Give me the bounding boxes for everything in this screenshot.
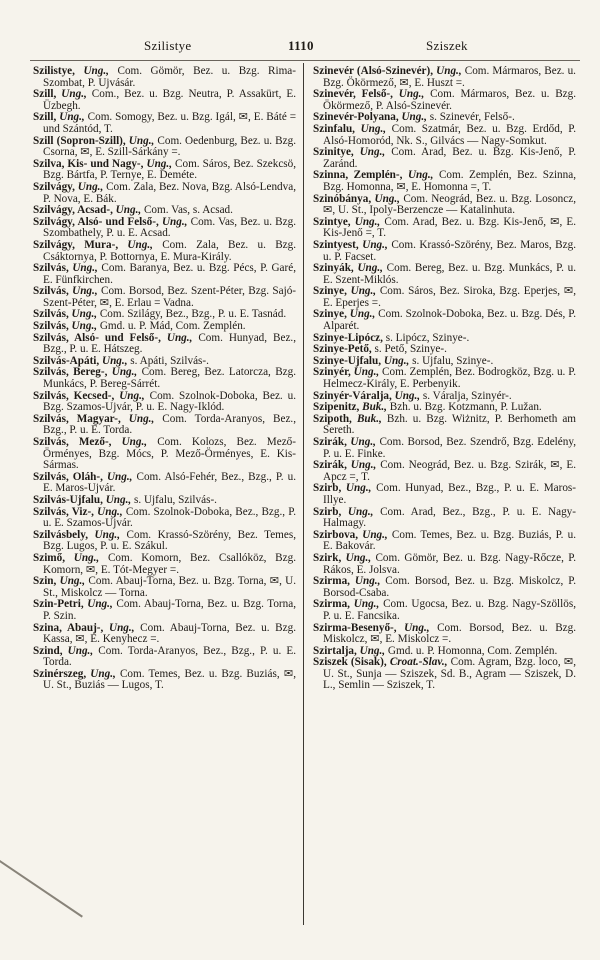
entry-country: Ung., <box>71 320 98 333</box>
entry-details: Com. Arad, Bez. u. Bzg. Kis-Jenő, P. Zaránd. <box>323 146 577 170</box>
entry-country: Ung., <box>146 157 172 170</box>
gazetteer-entry <box>313 483 576 506</box>
entry-headword: Szirtalja, <box>313 644 357 657</box>
entry-details: Com. Temes, Bez. u. Bzg. Buziás, P. u. E. Bakovár. <box>323 528 577 553</box>
entry-details: Com. Szolnok-Doboka, Bez., Bzg., P. u. E. Szamos-Ujvár. <box>43 505 297 530</box>
entry-headword: Szin-Petri, <box>33 598 84 611</box>
entry-details: Com. Bereg, Bez. Latorcza, Bzg. Munkács, P. Bereg-Sárrét. <box>43 366 297 391</box>
entry-details: s. Apáti, Szilvás-. <box>130 354 209 367</box>
gazetteer-entry <box>313 623 576 646</box>
entry-details: Com. Zala, Bez. Nova, Bzg. Alsó-Lendva, P. Nova, E. Bák. <box>43 180 296 205</box>
entry-country: Buk., <box>356 412 382 425</box>
entry-country: Ung., <box>345 551 372 564</box>
entry-details: Bzh. u. Bzg. Wiżnitz, P. Berhometh am Sereth. <box>323 412 577 437</box>
header-rule <box>30 60 580 61</box>
entry-headword: Szinyér, <box>313 366 351 379</box>
entry-country: Ung., <box>350 285 377 298</box>
gazetteer-entry <box>313 217 576 240</box>
entry-country: Croat.-Slav., <box>389 656 448 669</box>
entry-country: Ung., <box>71 308 98 321</box>
page-number: 1110 <box>288 38 314 53</box>
entry-details: Com. Bereg, Bez. u. Bzg. Munkács, P. u. E. Szent-Miklós. <box>323 262 576 286</box>
running-head-first-entry: Szilistye <box>144 38 192 53</box>
entry-country: Ung., <box>398 88 425 101</box>
entry-country: Ung., <box>119 389 145 402</box>
gazetteer-entry <box>313 507 576 530</box>
entry-details: Com. Sáros, Bez. Siroka, Bzg. Eperjes, ✉, E. Eperjes =. <box>323 285 576 309</box>
entry-details: s. Pető, Szinye-. <box>374 343 447 356</box>
entry-headword: Szilvágy, <box>33 180 75 193</box>
gazetteer-entry <box>33 112 296 135</box>
gazetteer-entry <box>33 553 296 576</box>
entry-headword: Szimő, <box>33 551 66 564</box>
entry-country: Ung., <box>436 65 462 77</box>
entry-details: Com. Komorn, Bez. Csallóköz, Bzg. Komorn, ✉, E. Tót-Megyer =. <box>43 551 296 576</box>
entry-country: Ung., <box>407 169 434 182</box>
entry-headword: Szinna, Zemplén-, <box>313 169 403 182</box>
entry-country: Ung., <box>362 238 388 251</box>
gazetteer-entry <box>313 576 576 599</box>
entry-country: Ung., <box>166 331 193 344</box>
entry-country: Ung., <box>347 505 374 518</box>
entry-details: Com. Mármaros, Bez. u. Bzg. Ökörmező, ✉, E. Huszt =. <box>323 65 576 89</box>
entry-details: Com. Hunyad, Bez., Bzg., P. u. E. Maros-Illye. <box>323 482 577 506</box>
entry-details: Com. Vas, s. Acsad. <box>143 204 233 217</box>
gazetteer-entry <box>313 147 576 170</box>
entry-country: Ung., <box>127 238 153 251</box>
entry-headword: Szilva, Kis- und Nagy-, <box>33 157 144 170</box>
entry-country: Ung., <box>128 134 155 147</box>
entry-headword: Szill, <box>33 111 57 124</box>
entry-country: Ung., <box>72 262 98 275</box>
running-head <box>34 38 572 58</box>
entry-country: Ung., <box>121 436 148 448</box>
entry-headword: Szilvágy, Mura-, <box>33 238 119 251</box>
entry-headword: Szinevér-Polyana, <box>313 111 399 124</box>
entry-headword: Szilvás, <box>33 262 69 275</box>
entry-details: Com. Temes, Bez. u. Bzg. Buziás, ✉, U. St., Buziás — Lugos, T. <box>43 667 296 692</box>
entry-country: Ung., <box>357 262 383 275</box>
gazetteer-entry <box>313 367 576 390</box>
gazetteer-entry <box>313 89 576 112</box>
gazetteer-entry <box>33 367 296 390</box>
entry-details: Com. Abauj-Torna, Bez. u. Bzg. Torna, ✉, U. St., Miskolcz — Torna. <box>43 575 297 599</box>
gazetteer-entry <box>33 333 296 356</box>
entry-headword: Szilvágy, Acsad-, <box>33 204 113 217</box>
entry-headword: Szina, Abauj-, <box>33 621 104 634</box>
entry-country: Ung., <box>349 308 376 321</box>
entry-headword: Szilvás, Magyar-, <box>33 412 121 425</box>
entry-country: Ung., <box>109 621 135 634</box>
entry-details: Com. Abauj-Torna, Bez. u. Bzg. Torna, P. Szin. <box>43 598 297 622</box>
gazetteer-entry <box>313 263 576 286</box>
entry-details: s. Szinevér, Felső-. <box>429 111 515 124</box>
entry-details: s. Ujfalu, Szilvás-. <box>134 493 217 506</box>
entry-country: Ung., <box>105 493 132 506</box>
page-edge-line <box>0 860 83 918</box>
gazetteer-entry <box>33 599 296 622</box>
entry-country: Ung., <box>73 551 100 564</box>
entry-details: Com. Zemplén, Bez. Szinna, Bzg. Homonna, ✉, E. Homonna =, T. <box>323 169 577 193</box>
entry-headword: Szirma-Besenyő-, <box>313 621 397 634</box>
entry-details: Com. Krassó-Szörény, Bez. Temes, Bzg. Lugos, P. u. E. Szákul. <box>43 528 296 553</box>
gazetteer-entry <box>33 136 296 159</box>
gazetteer-entry <box>33 391 296 414</box>
entry-headword: Szilvás, Alsó- und Felső-, <box>33 331 161 344</box>
entry-country: Ung., <box>345 482 372 495</box>
entry-details: Com. Abauj-Torna, Bez. u. Bzg. Kassa, ✉, E. Kenyhecz =. <box>43 621 296 646</box>
entry-country: Ung., <box>350 436 376 448</box>
entry-country: Ung., <box>94 528 121 541</box>
entry-details: Com. Zala, Bez. u. Bzg. Csáktornya, P. Bottornya, E. Mura-Király. <box>43 238 297 263</box>
entry-headword: Szill (Sopron-Szill), <box>33 134 126 147</box>
entry-headword: Szilvás, <box>33 308 69 321</box>
entry-details: Com. Szolnok-Doboka, Bez. u. Bzg. Dés, P. Alparét. <box>323 308 577 333</box>
entry-details: Com. Arad, Bez. u. Bzg. Kis-Jenő, ✉, E. Kis-Jenő =, T. <box>323 215 577 240</box>
entry-country: Ung., <box>354 575 381 588</box>
entry-country: Ung., <box>97 505 123 518</box>
entry-headword: Szinitye, <box>313 146 354 159</box>
entry-country: Ung., <box>90 667 116 680</box>
entry-details: Bzh. u. Bzg. Kotzmann, P. Lužan. <box>389 401 542 414</box>
gazetteer-entry <box>33 472 296 495</box>
entry-headword: Szirb, <box>313 482 342 495</box>
entry-details: Com. Krassó-Szörény, Bez. Maros, Bzg. u. P. Facset. <box>323 238 577 263</box>
entry-details: Com. Oedenburg, Bez. u. Bzg. Csorna, ✉, E. Szill-Sárkány =. <box>43 134 296 159</box>
entry-details: Com. Vas, Bez. u. Bzg. Szombathely, P. u. E. Acsad. <box>43 215 296 240</box>
entry-country: Ung., <box>61 88 87 101</box>
entry-headword: Szinye, <box>313 308 347 321</box>
entry-country: Ung., <box>128 412 155 425</box>
entry-headword: Szinyák, <box>313 262 354 275</box>
entry-country: Ung., <box>77 180 104 193</box>
entry-country: Ung., <box>102 354 128 367</box>
gazetteer-entry <box>313 599 576 622</box>
gazetteer-entry <box>33 414 296 437</box>
entry-details: Com. Somogy, Bez. u. Bzg. Igál, ✉, E. Báté = und Szántód, T. <box>43 111 297 135</box>
entry-country: Ung., <box>106 470 133 483</box>
entry-country: Ung., <box>360 122 387 135</box>
entry-details: Com. Borsod, Bez. u. Bzg. Miskolcz, ✉, E. Miskolcz =. <box>323 621 577 646</box>
entry-headword: Szirma, <box>313 598 350 611</box>
entry-headword: Szilvás, Mező-, <box>33 436 112 448</box>
entry-details: Com. Szatmár, Bez. u. Bzg. Erdőd, P. Alsó-Homoród, Nk. S., Gilvács — Nagy-Somkut. <box>323 122 577 147</box>
entry-headword: Szinye, <box>313 285 347 298</box>
entry-headword: Szilvás, <box>33 320 69 333</box>
entry-headword: Szilvás-Apáti, <box>33 354 100 367</box>
gazetteer-entry <box>33 240 296 263</box>
entry-details: Com. Gömör, Bez. u. Bzg. Nagy-Rőcze, P. Rákos, E. Jolsva. <box>323 551 577 576</box>
gazetteer-entry <box>33 437 296 472</box>
entry-headword: Szinye-Pető, <box>313 343 372 356</box>
gazetteer-entry <box>33 89 296 112</box>
entry-details: Com. Kolozs, Bez. Mező-Örményes, Bzg. Mócs, P. Mező-Örményes, E. Kis-Sármas. <box>43 436 297 472</box>
entry-country: Ung., <box>353 598 380 611</box>
entry-country: Ung., <box>115 204 142 217</box>
entry-headword: Szipoth, <box>313 412 352 425</box>
entry-country: Ung., <box>72 285 98 298</box>
entry-details: Com. Borsod, Bez. Szent-Péter, Bzg. Sajó-Szent-Péter, ✉, E. Erlau = Vadna. <box>43 285 297 309</box>
entry-headword: Szilvás, Kecsed-, <box>33 389 115 402</box>
entry-details: Gmd. u. P. Mád, Com. Zemplén. <box>99 320 246 333</box>
gazetteer-entry <box>33 182 296 205</box>
entry-details: Com. Neográd, Bez. u. Bzg. Szirák, ✉, E. Apcz =, T. <box>323 459 577 483</box>
gazetteer-entry <box>313 460 576 483</box>
entry-details: Com. Arad, Bez., Bzg., P. u. E. Nagy-Halmagy. <box>323 505 576 530</box>
gazetteer-entry <box>33 263 296 286</box>
entry-details: Com. Borsod, Bez. Szendrő, Bzg. Edelény, P. u. E. Finke. <box>323 436 577 460</box>
gazetteer-entry <box>33 623 296 646</box>
entry-headword: Szirb, <box>313 505 342 518</box>
gazetteer-entry <box>33 217 296 240</box>
entry-details: Com. Alsó-Fehér, Bez., Bzg., P. u. E. Maros-Ujvár. <box>43 470 297 495</box>
gazetteer-entry <box>313 66 576 89</box>
entry-headword: Szilvás, Viz-, <box>33 505 94 518</box>
entry-country: Ung., <box>67 644 94 657</box>
entry-headword: Szintyest, <box>313 238 359 251</box>
entry-headword: Szill, <box>33 88 57 101</box>
gazetteer-entry <box>313 286 576 309</box>
entry-headword: Szirbova, <box>313 528 359 541</box>
entry-details: Com. Torda-Aranyos, Bez., Bzg., P. u. E. Torda. <box>43 644 296 669</box>
column-divider <box>303 63 304 925</box>
entry-country: Ung., <box>354 215 381 228</box>
entry-headword: Szinevér (Alsó-Szinevér), <box>313 65 434 77</box>
gazetteer-entry <box>33 530 296 553</box>
entry-country: Ung., <box>59 575 86 588</box>
gazetteer-entry <box>313 194 576 217</box>
entry-headword: Szinevér, Felső-, <box>313 88 393 101</box>
entry-headword: Szirma, <box>313 575 350 588</box>
entry-country: Ung., <box>383 354 410 367</box>
entry-headword: Szilvás-Ujfalu, <box>33 493 103 506</box>
entry-details: Com. Neográd, Bez. u. Bzg. Losoncz, ✉, U. St., Ipoly-Berzencze — Katalinhuta. <box>323 192 576 217</box>
gazetteer-entry <box>33 66 296 89</box>
entry-headword: Szintye, <box>313 215 351 228</box>
entry-country: Ung., <box>87 598 113 611</box>
entry-country: Ung., <box>401 111 427 124</box>
entry-details: Com. Ugocsa, Bez. u. Bzg. Nagy-Szöllös, P. u. E. Fancsika. <box>323 598 577 622</box>
entry-headword: Szilvás, Bereg-, <box>33 366 108 379</box>
entry-headword: Szirk, <box>313 551 342 564</box>
entry-headword: Szilvágy, Alsó- und Felső-, <box>33 215 159 228</box>
entry-country: Ung., <box>359 146 386 159</box>
right-column <box>313 66 576 692</box>
gazetteer-entry <box>313 170 576 193</box>
entry-details: Com. Sáros, Bez. Szekcsö, Bzg. Bártfa, P. Ternye, E. Deméte. <box>43 157 297 182</box>
entry-details: Com. Mármaros, Bez. u. Bzg. Ökörmező, P. Alsó-Szinevér. <box>323 88 577 112</box>
entry-headword: Szilvásbely, <box>33 528 89 541</box>
entry-details: Com. Agram, Bzg. loco, ✉, U. St., Sunja — Sziszek, Sd. B., Agram — Sziszek, D. L., Semlin — Sziszek, T. <box>323 656 576 692</box>
gazetteer-entry <box>313 530 576 553</box>
entry-country: Buk., <box>362 401 387 414</box>
entry-country: Ung., <box>350 459 377 472</box>
gazetteer-entry <box>313 437 576 460</box>
entry-country: Ung., <box>362 528 388 541</box>
entry-country: Ung., <box>353 366 380 379</box>
entry-headword: Szipenitz, <box>313 401 360 414</box>
entry-country: Ung., <box>359 644 386 657</box>
entry-details: s. Ujfalu, Szinye-. <box>412 354 494 367</box>
entry-country: Ung., <box>111 366 138 379</box>
entry-country: Ung., <box>394 389 421 402</box>
gazetteer-entry <box>313 240 576 263</box>
gazetteer-entry <box>33 669 296 692</box>
entry-country: Ung., <box>59 111 85 124</box>
entry-headword: Szilvás, Oláh-, <box>33 470 103 483</box>
entry-details: Com., Bez. u. Bzg. Neutra, P. Assakürt, E. Üzbegh. <box>43 88 296 112</box>
entry-headword: Szirák, <box>313 436 347 448</box>
entry-headword: Szinyér-Váralja, <box>313 389 392 402</box>
entry-headword: Sziszek (Sisak), <box>313 656 387 669</box>
entry-headword: Szin, <box>33 575 57 588</box>
entry-details: Gmd. u. P. Homonna, Com. Zemplén. <box>387 644 558 657</box>
gazetteer-entry <box>33 286 296 309</box>
gazetteer-entry <box>313 553 576 576</box>
entry-headword: Szinérszeg, <box>33 667 87 680</box>
entry-headword: Szilvás, <box>33 285 69 298</box>
entry-details: Com. Szilágy, Bez., Bzg., P. u. E. Tasnád. <box>99 308 287 321</box>
gazetteer-entry <box>33 576 296 599</box>
gazetteer-entry <box>33 159 296 182</box>
entry-country: Ung., <box>374 192 400 205</box>
entry-details: Com. Borsod, Bez. u. Bzg. Miskolcz, P. Borsod-Csaba. <box>323 575 576 599</box>
entry-headword: Szinfalu, <box>313 122 355 135</box>
entry-details: s. Váralja, Szinyér-. <box>422 389 512 402</box>
entry-headword: Szinóbánya, <box>313 192 372 205</box>
gazetteer-entry <box>313 657 576 692</box>
gazetteer-entry <box>313 414 576 437</box>
entry-headword: Szinye-Ujfalu, <box>313 354 382 367</box>
running-head-last-entry: Sziszek <box>426 38 468 53</box>
left-column <box>33 66 296 692</box>
entry-headword: Szind, <box>33 644 63 657</box>
entry-details: Com. Szolnok-Doboka, Bez. u. Bzg. Szamos-Ujvár, P. u. E. Nagy-Iklód. <box>43 389 297 414</box>
entry-headword: Szinye-Lipócz, <box>313 331 383 344</box>
entry-country: Ung., <box>161 215 188 228</box>
entry-details: Com. Gömör, Bez. u. Bzg. Rima-Szombat, P. Ujvásár. <box>43 65 296 89</box>
gazetteer-entry <box>33 507 296 530</box>
entry-headword: Szirák, <box>313 459 347 472</box>
gazetteer-entry <box>33 646 296 669</box>
entry-country: Ung., <box>404 621 430 634</box>
entry-details: Com. Zemplén, Bez. Bodrogköz, Bzg. u. P. Helmecz-Király, E. Perbenyik. <box>323 366 576 391</box>
gazetteer-entry <box>313 309 576 332</box>
entry-headword: Szilistye, <box>33 65 75 77</box>
entry-details: Com. Baranya, Bez. u. Bzg. Pécs, P. Garé, E. Fünfkirchen. <box>43 262 297 286</box>
entry-details: s. Lipócz, Szinye-. <box>385 331 470 344</box>
gazetteer-entry <box>313 124 576 147</box>
entry-country: Ung., <box>83 65 109 77</box>
entry-details: Com. Hunyad, Bez., Bzg., P. u. E. Hátszeg. <box>43 331 297 356</box>
entry-details: Com. Torda-Aranyos, Bez., Bzg., P. u. E. Torda. <box>43 412 297 437</box>
